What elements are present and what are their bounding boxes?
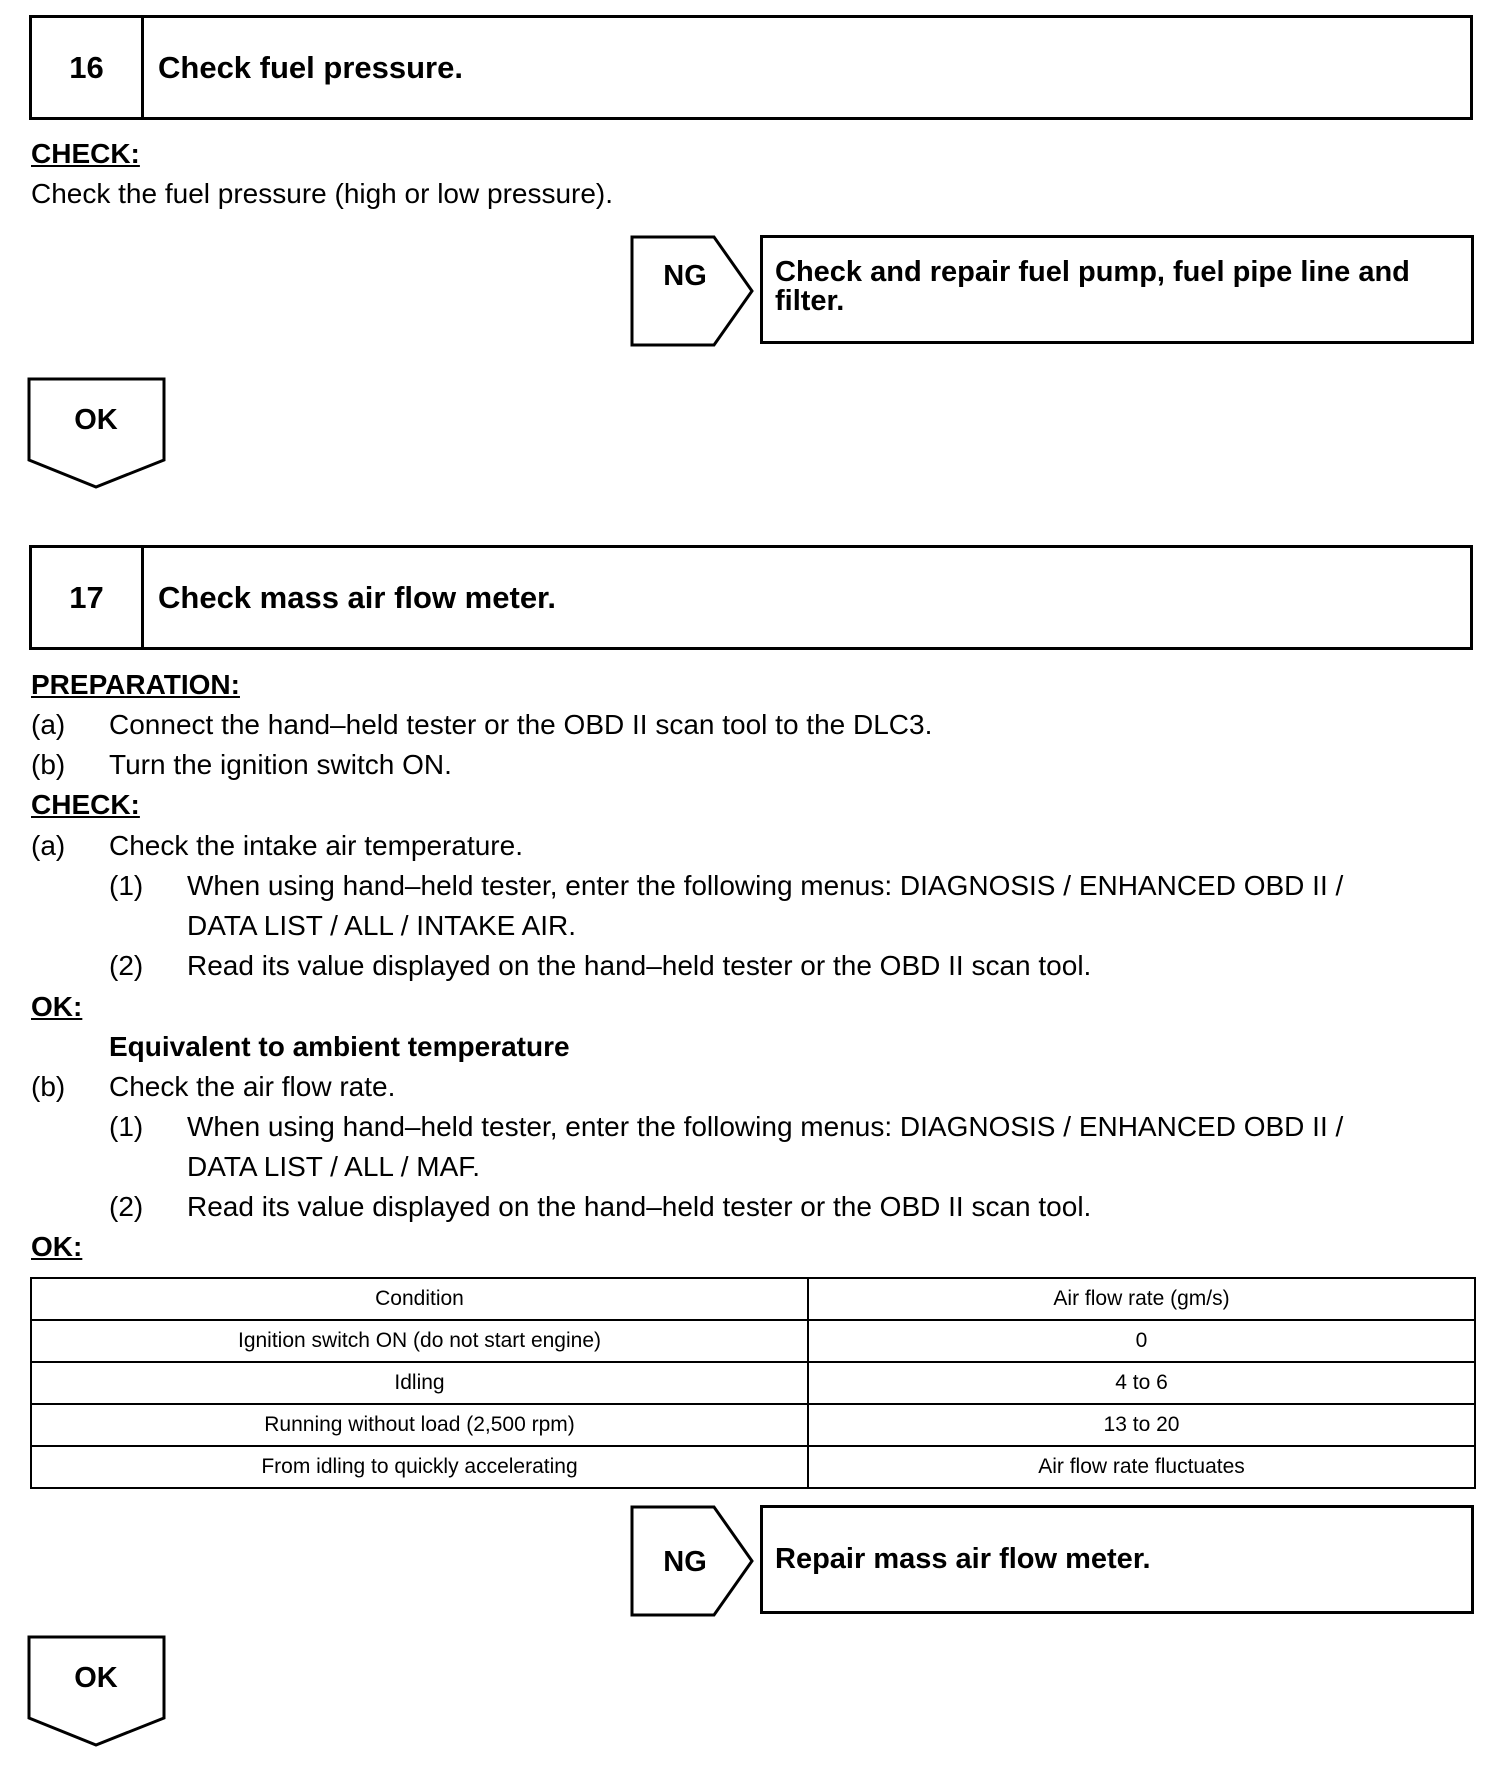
check-b-sub1-line1: When using hand–held tester, enter the following menus: DIAGNOSIS / ENHANCED OBD II / [187,1111,1344,1142]
check-b-sub2-text: Read its value displayed on the hand–held tester or the OBD II scan tool. [187,1191,1092,1222]
step-16-ng-result [760,235,1474,344]
table-row [31,1404,1475,1446]
step-16-ok-arrow [27,377,167,489]
table-cell-condition: Ignition switch ON (do not start engine) [31,1320,808,1362]
step-16-ng-label: NG [663,260,707,292]
ok-heading-airflow: OK: [31,1231,83,1262]
step-16-header [29,15,1473,120]
table-header-row [31,1278,1475,1320]
check-b-marker: (b) [31,1071,66,1102]
table-cell-condition: Running without load (2,500 rpm) [31,1404,808,1446]
check-a-sub1-line2: DATA LIST / ALL / INTAKE AIR. [187,910,577,941]
check-b-text: Check the air flow rate. [109,1071,396,1102]
table-cell-value: Air flow rate fluctuates [808,1446,1475,1488]
step-17-ng-arrow [630,1505,756,1617]
check-a-sub2-text: Read its value displayed on the hand–held tester or the OBD II scan tool. [187,950,1092,981]
check-a-sub2-marker: (2) [109,950,144,981]
check-a-sub1-marker: (1) [109,870,144,901]
check-a-text: Check the intake air temperature. [109,830,523,861]
preparation-a-text: Connect the hand–held tester or the OBD II scan tool to the DLC3. [109,709,933,740]
step-17-number: 17 [32,548,144,647]
table-cell-value: 4 to 6 [808,1362,1475,1404]
table-row [31,1362,1475,1404]
table-cell-condition: From idling to quickly accelerating [31,1446,808,1488]
check-b-sub1-marker: (1) [109,1111,144,1142]
preparation-a-marker: (a) [31,709,66,740]
step-16-check-text: Check the fuel pressure (high or low pressure). [31,178,614,209]
check-a-sub1-line1: When using hand–held tester, enter the following menus: DIAGNOSIS / ENHANCED OBD II / [187,870,1344,901]
step-16-title: Check fuel pressure. [158,49,463,85]
table-cell-value: 13 to 20 [808,1404,1475,1446]
check-a-marker: (a) [31,830,66,861]
check-b-sub2-marker: (2) [109,1191,144,1222]
table-row [31,1320,1475,1362]
step-16-check-heading: CHECK: [31,138,140,169]
ok-heading-intake: OK: [31,991,83,1022]
ok-value-intake: Equivalent to ambient temperature [109,1031,570,1062]
step-17-ok-label: OK [74,1662,118,1694]
preparation-b-text: Turn the ignition switch ON. [109,749,452,780]
table-row [31,1446,1475,1488]
step-17-ng-result: Repair mass air flow meter. [760,1505,1474,1614]
table-header-air-flow-rate: Air flow rate (gm/s) [808,1278,1475,1320]
preparation-heading: PREPARATION: [31,669,240,700]
step-16-ng-result-line1: Check and repair fuel pump, fuel pipe line and [775,256,1410,288]
table-cell-condition: Idling [31,1362,808,1404]
step-17-ok-arrow [27,1635,167,1747]
step-16-ng-result-line2: filter. [775,285,845,317]
table-header-condition: Condition [31,1278,808,1320]
step-17-check-heading: CHECK: [31,789,140,820]
step-16-number: 16 [32,18,144,117]
air-flow-spec-table [30,1277,1476,1489]
step-17-ng-label: NG [663,1546,707,1578]
step-16-ok-label: OK [74,404,118,436]
preparation-b-marker: (b) [31,749,66,780]
step-16-ng-arrow [630,235,756,347]
table-cell-value: 0 [808,1320,1475,1362]
step-17-title: Check mass air flow meter. [158,579,557,615]
check-b-sub1-line2: DATA LIST / ALL / MAF. [187,1151,481,1182]
step-17-header [29,545,1473,650]
